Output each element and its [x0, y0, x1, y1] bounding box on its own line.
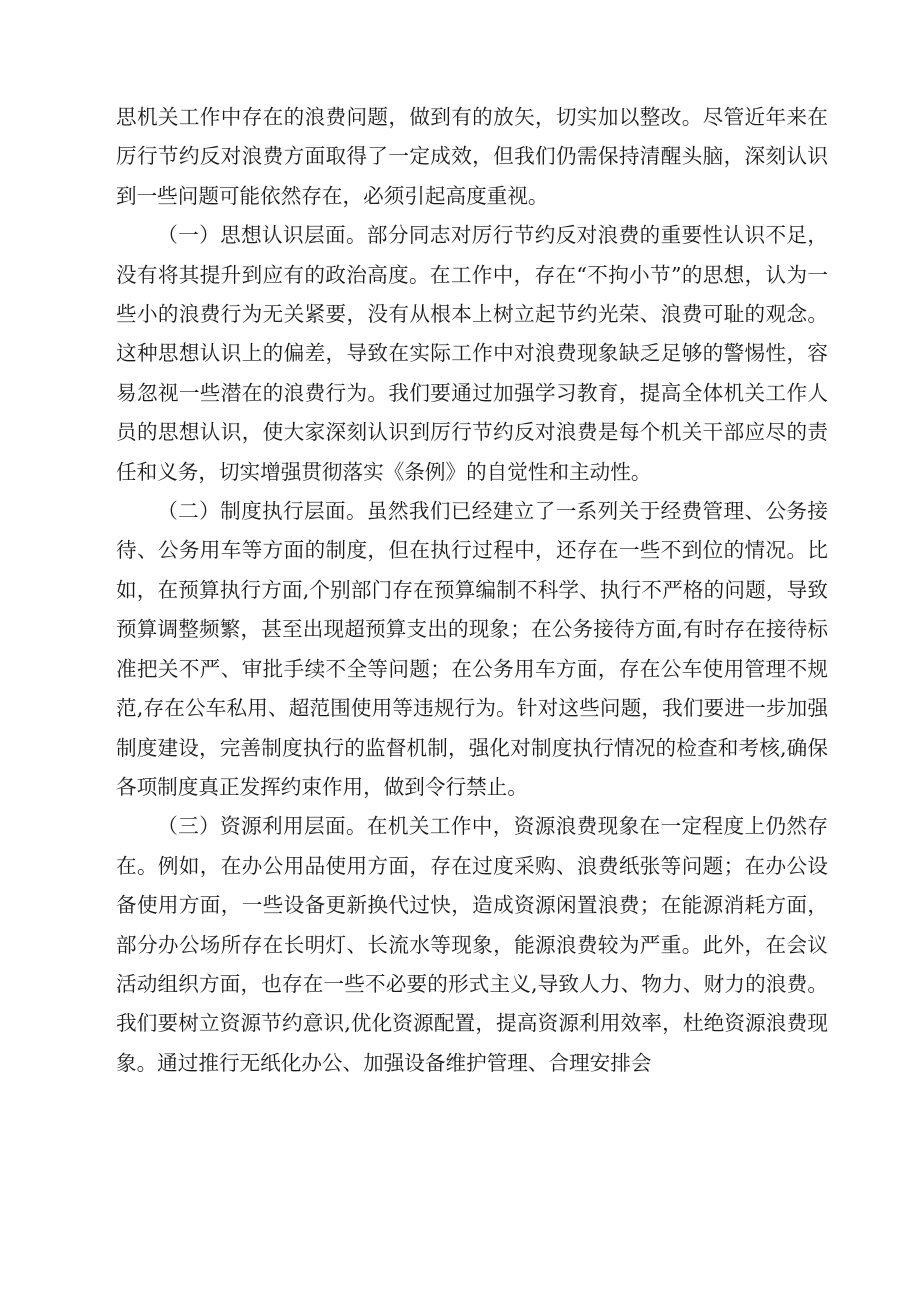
- paragraph-system-execution: （二）制度执行层面。虽然我们已经建立了一系列关于经费管理、公务接待、公务用车等方面的制度，但在执行过程中，还存在一些不到位的情况。比如，在预算执行方面,个别部门存在预算编制不科学、执行不严格的问题，导致预算调整频繁，甚至出现超预算支出的现象；在公务接待方面,有时存在接待标准把关不严、审批手续不全等问题；在公务用车方面，存在公车使用管理不规范,存在公车私用、超范围使用等违规行为。针对这些问题，我们要进一步加强制度建设，完善制度执行的监督机制，强化对制度执行情况的检查和考核,确保各项制度真正发挥约束作用，做到令行禁止。: [116, 499, 828, 799]
- paragraph-intro-continued: 思机关工作中存在的浪费问题，做到有的放矢，切实加以整改。尽管近年来在厉行节约反对浪费方面取得了一定成效，但我们仍需保持清醒头脑，深刻认识到一些问题可能依然存在，必须引起高度重视。: [116, 105, 828, 208]
- document-body: [116, 98, 828, 1083]
- paragraph-resource-utilization: （三）资源利用层面。在机关工作中，资源浪费现象在一定程度上仍然存在。例如，在办公用品使用方面，存在过度采购、浪费纸张等问题；在办公设备使用方面，一些设备更新换代过快，造成资源闲置浪费；在能源消耗方面，部分办公场所存在长明灯、长流水等现象，能源浪费较为严重。此外，在会议活动组织方面，也存在一些不必要的形式主义,导致人力、物力、财力的浪费。我们要树立资源节约意识,优化资源配置，提高资源利用效率，杜绝资源浪费现象。通过推行无纸化办公、加强设备维护管理、合理安排会: [116, 814, 828, 1075]
- paragraph-thinking-awareness: （一）思想认识层面。部分同志对厉行节约反对浪费的重要性认识不足，没有将其提升到应有的政治高度。在工作中，存在“不拘小节”的思想，认为一些小的浪费行为无关紧要，没有从根本上树立起节约光荣、浪费可耻的观念。这种思想认识上的偏差，导致在实际工作中对浪费现象缺乏足够的警惕性，容易忽视一些潜在的浪费行为。我们要通过加强学习教育，提高全体机关工作人员的思想认识，使大家深刻认识到厉行节约反对浪费是每个机关干部应尽的责任和义务，切实增强贯彻落实《条例》的自觉性和主动性。: [116, 223, 828, 484]
